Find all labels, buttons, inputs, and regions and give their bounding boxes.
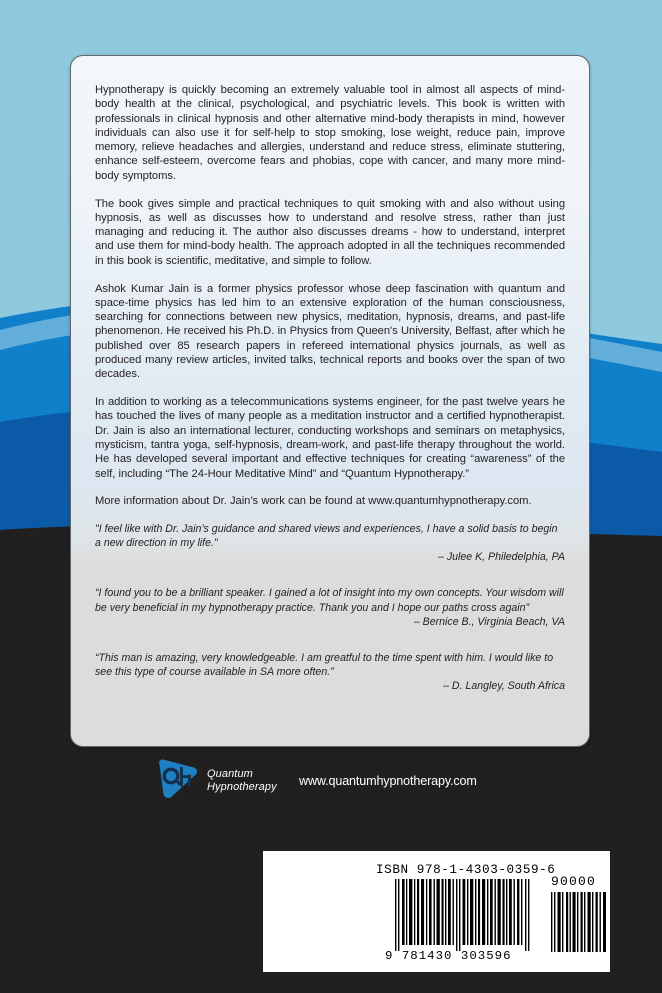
testimonial-3-attribution: – D. Langley, South Africa [443, 680, 565, 693]
spacer [95, 577, 565, 586]
paragraph-more-information: More information about Dr. Jain’s work can be found at www.quantumhypnotherapy.com. [95, 495, 532, 508]
logo-wordmark-line1: Quantum [207, 767, 253, 780]
back-cover-text-panel [70, 55, 590, 747]
paragraph-author-bio: Ashok Kumar Jain is a former physics professor whose deep fascination with quantum and space-time physics has led him to an extensive exploration of the human consciousness, searching for connections between new physics, meditation, hypnosis, dreams, and past-life phenomenon. He received his Ph.D. in Physics from Queen's University, Belfast, after which he published over 85 research papers in refereed international physics journals, as well as produced many review articles, invited talks, technical reports and books over the span of two decades. [95, 282, 565, 381]
panel-content [71, 56, 589, 694]
paragraph-overview: Hypnotherapy is quickly becoming an extremely valuable tool in almost all aspects of mind-body health at the clinical, psychological, and psychiatric levels. This book is written with professionals in clinical hypnosis and other alternative mind-body therapists in mind, however individuals can also use it for self-help to stop smoking, lose weight, reduce pain, improve memory, relieve headaches and allergies, understand and reduce stress, eliminate stuttering, enhance self-esteem, overcome fears and phobias, cope with cancer, and many more mind-body symptoms. [95, 84, 565, 182]
testimonial-2-attribution: – Bernice B., Virginia Beach, VA [413, 615, 565, 628]
spacer [95, 642, 565, 651]
logo-wordmark [207, 768, 277, 795]
logo-q-inner [166, 771, 176, 781]
testimonial-2-text: “I found you to be a brilliant speaker. I gained a lot of insight into my own concepts. Your wisdom will be very beneficial in my hypnotherapy practice. Thank you and I hope our paths cross again” [95, 587, 564, 614]
testimonial-1-attribution: – Julee K, Philedelphia, PA [437, 551, 565, 564]
testimonial-1-text: "I feel like with Dr. Jain’s guidance and shared views and experiences, I have a solid basis to begin a new direction in my life." [95, 522, 558, 549]
testimonial-2 [95, 586, 565, 629]
quantum-hypnotherapy-logo-icon [152, 758, 200, 804]
testimonial-3-text: “This man is amazing, very knowledgeable. I am greatful to the time spent with him. I would like to see this type of course available in SA more often.” [95, 651, 554, 679]
paragraph-techniques: The book gives simple and practical techniques to quit smoking with and also without using hypnosis, as well as discusses how to understand and resolve stress, rather than just managing and reducing it. The author also discusses dreams - how to understand, interpret and use them for mind-body health. The approach adopted in all the techniques recommended in this book is scientific, meditative, and simple to follow. [95, 197, 565, 267]
publisher-logo-block [152, 758, 277, 804]
barcode-addon-image [550, 892, 608, 952]
website-url[interactable]: www.quantumhypnotherapy.com [299, 774, 477, 788]
logo-h-crossbar [180, 775, 191, 778]
isbn-label: ISBN 978-1-4303-0359-6 [376, 863, 556, 877]
ean13-digits: 9 781430 303596 [385, 949, 512, 963]
paragraph-author-career: In addition to working as a telecommunications systems engineer, for the past twelve years he has touched the lives of many people as a meditation instructor and a certified hypnotherapist. Dr. Jain is also an international lecturer, conducting workshops and seminars on metaphysics, mysticism, tantra yoga, self-hypnosis, dream-work, and past-life therapy throughout the world. He has developed several important and effective techniques for creating “awareness” of the self, including “The 24-Hour Meditative Mind” and “Quantum Hypnotherapy.” [95, 396, 565, 480]
testimonial-3 [95, 651, 565, 694]
barcode-panel [263, 851, 610, 972]
testimonial-1 [95, 522, 565, 565]
logo-wordmark-line2: Hypnotherapy [207, 781, 277, 793]
barcode-addon-value: 90000 [551, 874, 597, 889]
ean13-barcode-image [394, 879, 536, 951]
